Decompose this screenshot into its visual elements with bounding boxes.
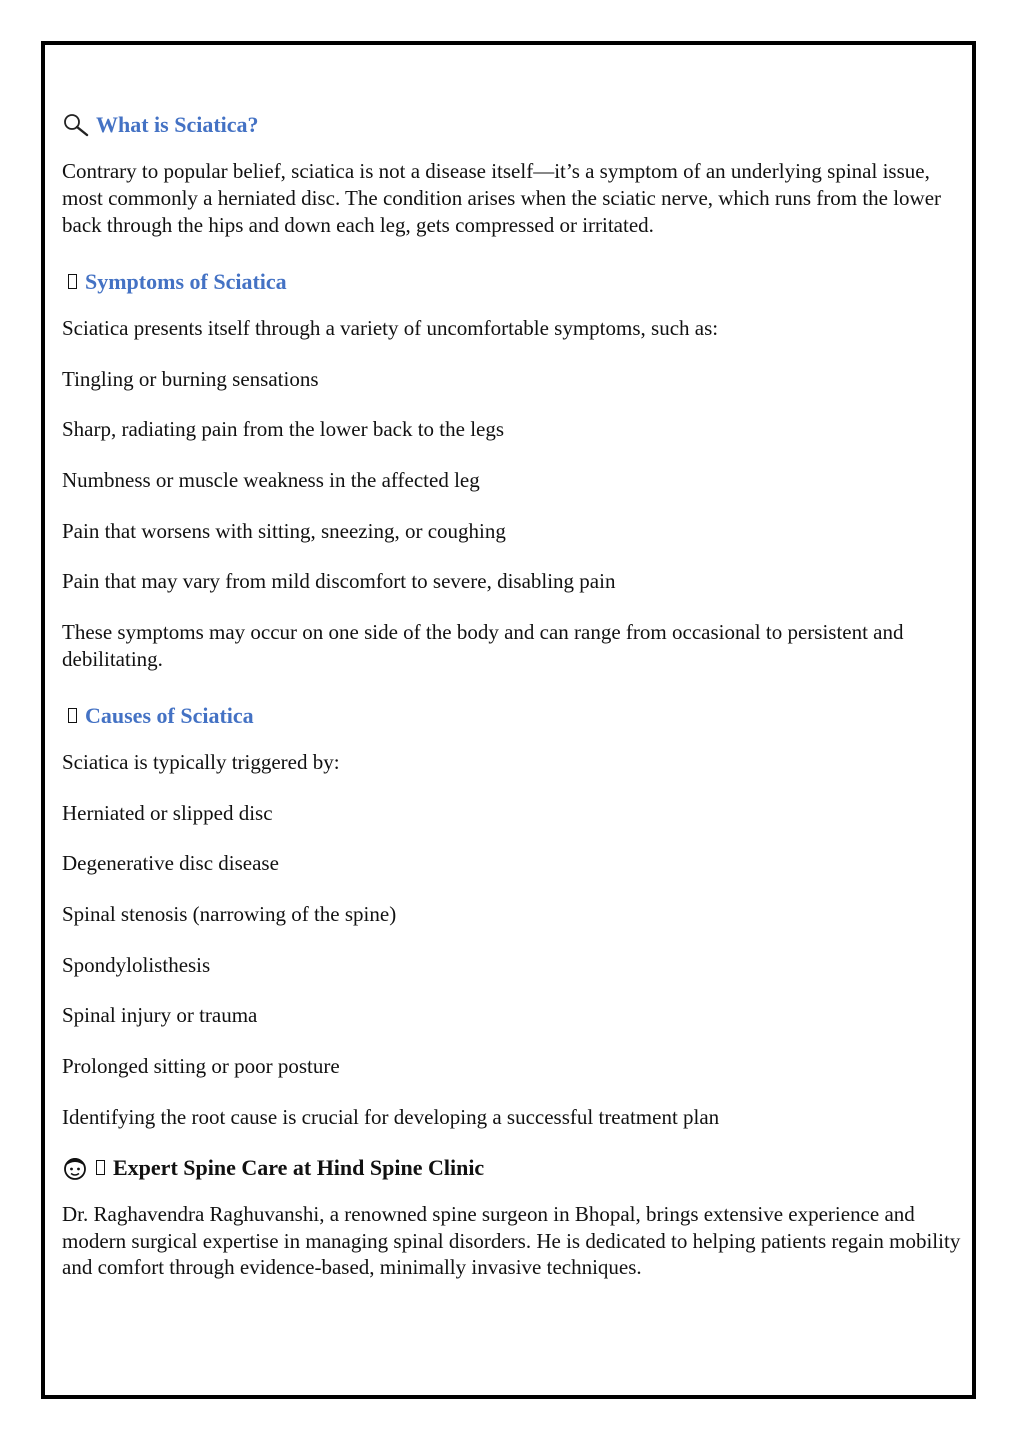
heading-what-is-sciatica xyxy=(62,112,962,138)
heading-text: What is Sciatica? xyxy=(96,112,259,137)
heading-text: Expert Spine Care at Hind Spine Clinic xyxy=(113,1154,485,1180)
heading-expert-care xyxy=(62,1155,962,1181)
heading-text: Symptoms of Sciatica xyxy=(85,268,287,294)
magnifier-icon xyxy=(62,112,90,138)
cause-item: Spinal injury or trauma xyxy=(62,1003,258,1028)
symptom-item: Numbness or muscle weakness in the affected leg xyxy=(62,468,480,492)
cause-item: Prolonged sitting or poor posture xyxy=(62,1054,340,1079)
symptom-item: Sharp, radiating pain from the lower back to the legs xyxy=(62,417,505,442)
symptoms-intro: Sciatica presents itself through a variety of uncomfortable symptoms, such as: xyxy=(62,315,719,340)
heading-text: Causes of Sciatica xyxy=(85,702,254,728)
symptom-item: Pain that worsens with sitting, sneezing, or coughing xyxy=(62,518,506,543)
missing-glyph-icon xyxy=(68,708,77,723)
causes-outro: Identifying the root cause is crucial for developing a successful treatment plan xyxy=(62,1104,720,1129)
heading-symptoms xyxy=(62,269,962,295)
cause-item: Spinal stenosis (narrowing of the spine) xyxy=(62,902,397,927)
heading-causes xyxy=(62,703,962,729)
symptom-item: Tingling or burning sensations xyxy=(62,366,319,391)
cause-item: Herniated or slipped disc xyxy=(62,800,273,825)
what-body: Contrary to popular belief, sciatica is not a disease itself—it’s a symptom of an underlying spinal issue, most commonly a herniated disc. The condition arises when the sciatic nerve, which runs from the lower back through the hips and down each leg, gets compressed or irritated. xyxy=(62,159,942,237)
missing-glyph-icon xyxy=(68,274,77,289)
document-body xyxy=(62,112,962,1305)
symptoms-outro: These symptoms may occur on one side of the body and can range from occasional to persistent and debilitating. xyxy=(62,620,904,671)
cause-item: Spondylolisthesis xyxy=(62,952,211,977)
expert-body: Dr. Raghavendra Raghuvanshi, a renowned spine surgeon in Bhopal, brings extensive experience and modern surgical expertise in managing spinal disorders. He is dedicated to helping patients regain mobility and comfort through evidence-based, minimally invasive techniques. xyxy=(62,1201,961,1280)
symptom-item: Pain that may vary from mild discomfort to severe, disabling pain xyxy=(62,569,616,594)
cause-item: Degenerative disc disease xyxy=(62,851,279,876)
missing-glyph-icon xyxy=(96,1160,105,1175)
causes-intro: Sciatica is typically triggered by: xyxy=(62,749,340,774)
doctor-face-icon xyxy=(62,1155,88,1181)
